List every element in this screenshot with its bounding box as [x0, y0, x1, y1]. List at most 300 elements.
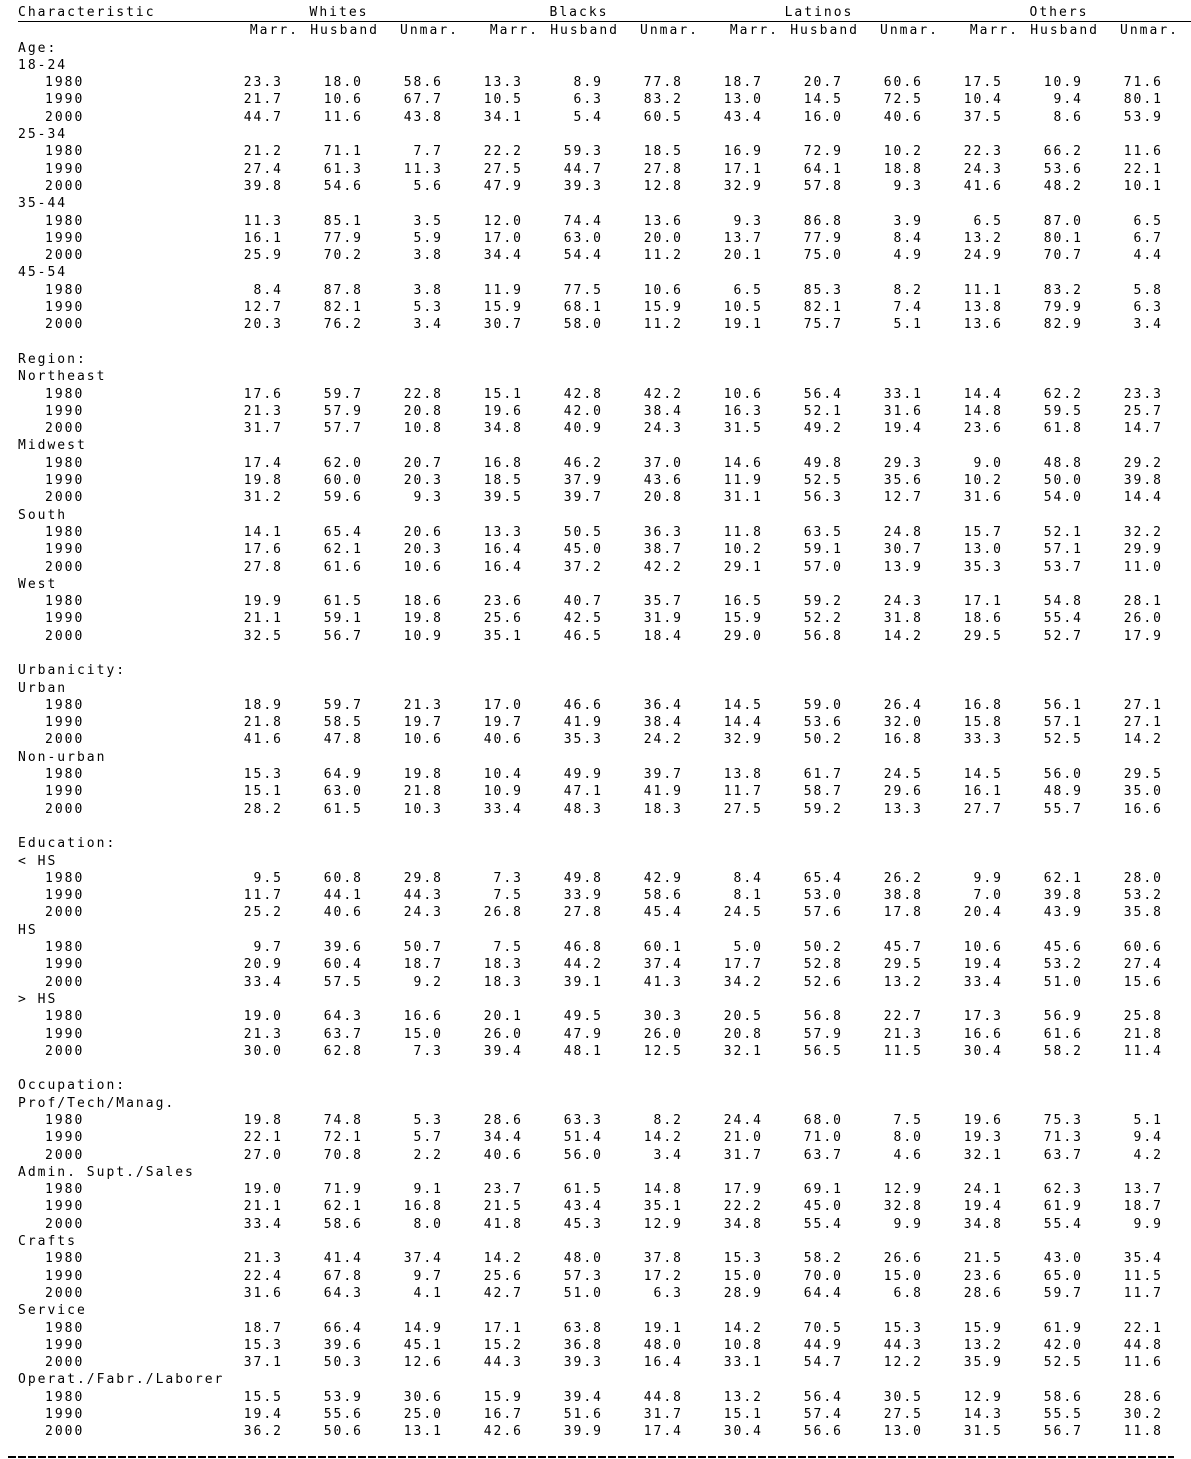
group-header-blacks: Blacks — [549, 5, 609, 20]
table-row — [18, 282, 1191, 299]
year-label: 1990 — [45, 542, 85, 558]
table-row — [18, 178, 1191, 195]
value-cell: 16.0 — [803, 109, 843, 125]
value-cell: 12.6 — [403, 1355, 443, 1371]
value-cell: 15.3 — [723, 1251, 763, 1267]
value-cell: 14.8 — [963, 403, 1003, 419]
table-row — [18, 1198, 1191, 1215]
value-cell: 14.4 — [963, 386, 1003, 402]
value-cell: 6.3 — [1133, 300, 1163, 316]
value-cell: 35.4 — [1123, 1251, 1163, 1267]
value-cell: 35.3 — [963, 559, 1003, 575]
value-cell: 63.5 — [803, 524, 843, 540]
value-cell: 39.3 — [563, 178, 603, 194]
year-label: 1980 — [45, 1320, 85, 1336]
value-cell: 62.1 — [1043, 870, 1083, 886]
value-cell: 31.5 — [723, 421, 763, 437]
value-cell: 45.3 — [563, 1216, 603, 1232]
table-row — [18, 472, 1191, 489]
value-cell: 16.8 — [883, 732, 923, 748]
year-label: 2000 — [45, 905, 85, 921]
value-cell: 42.0 — [563, 403, 603, 419]
value-cell: 26.8 — [483, 905, 523, 921]
value-cell: 10.5 — [483, 92, 523, 108]
value-cell: 13.6 — [643, 213, 683, 229]
year-label: 1990 — [45, 1130, 85, 1146]
value-cell: 18.4 — [643, 628, 683, 644]
value-cell: 56.0 — [1043, 767, 1083, 783]
value-cell: 10.4 — [483, 767, 523, 783]
value-cell: 19.8 — [403, 767, 443, 783]
value-cell: 30.6 — [403, 1389, 443, 1405]
value-cell: 11.8 — [1123, 1424, 1163, 1440]
value-cell: 87.0 — [1043, 213, 1083, 229]
value-cell: 72.9 — [803, 144, 843, 160]
value-cell: 56.1 — [1043, 697, 1083, 713]
value-cell: 6.5 — [1133, 213, 1163, 229]
value-cell: 17.9 — [1123, 628, 1163, 644]
value-cell: 14.8 — [643, 1182, 683, 1198]
section-title: Occupation: — [18, 1078, 127, 1094]
value-cell: 61.8 — [1043, 421, 1083, 437]
col-header-husband: Husband — [1030, 23, 1099, 39]
value-cell: 42.2 — [643, 559, 683, 575]
value-cell: 36.2 — [243, 1424, 283, 1440]
value-cell: 7.5 — [493, 888, 523, 904]
value-cell: 20.6 — [403, 524, 443, 540]
value-cell: 20.3 — [403, 542, 443, 558]
value-cell: 7.4 — [893, 300, 923, 316]
value-cell: 12.9 — [963, 1389, 1003, 1405]
value-cell: 50.5 — [563, 524, 603, 540]
value-cell: 24.5 — [883, 767, 923, 783]
value-cell: 61.5 — [323, 594, 363, 610]
value-cell: 10.6 — [723, 386, 763, 402]
spacer-row — [18, 645, 1191, 662]
value-cell: 41.9 — [563, 715, 603, 731]
value-cell: 10.1 — [1123, 178, 1163, 194]
value-cell: 17.2 — [643, 1268, 683, 1284]
group-header-latinos: Latinos — [784, 5, 854, 20]
value-cell: 17.5 — [963, 75, 1003, 91]
value-cell: 27.1 — [1123, 697, 1163, 713]
value-cell: 48.0 — [563, 1251, 603, 1267]
value-cell: 50.2 — [803, 940, 843, 956]
year-label: 1990 — [45, 611, 85, 627]
category-label: > HS — [18, 991, 58, 1007]
value-cell: 61.6 — [1043, 1026, 1083, 1042]
value-cell: 57.4 — [803, 1407, 843, 1423]
value-cell: 39.7 — [643, 767, 683, 783]
table-row — [18, 143, 1191, 160]
value-cell: 31.7 — [643, 1407, 683, 1423]
value-cell: 23.6 — [963, 1268, 1003, 1284]
value-cell: 15.1 — [483, 386, 523, 402]
value-cell: 29.5 — [1123, 767, 1163, 783]
value-cell: 75.7 — [803, 317, 843, 333]
value-cell: 12.2 — [883, 1355, 923, 1371]
value-cell: 46.5 — [563, 628, 603, 644]
category-label: Midwest — [18, 438, 87, 454]
value-cell: 72.5 — [883, 92, 923, 108]
value-cell: 57.7 — [323, 421, 363, 437]
category-label: West — [18, 576, 58, 592]
value-cell: 52.7 — [1043, 628, 1083, 644]
value-cell: 59.1 — [323, 611, 363, 627]
value-cell: 59.3 — [563, 144, 603, 160]
value-cell: 36.8 — [563, 1337, 603, 1353]
value-cell: 27.8 — [243, 559, 283, 575]
value-cell: 12.7 — [883, 490, 923, 506]
value-cell: 49.8 — [563, 870, 603, 886]
value-cell: 35.3 — [563, 732, 603, 748]
value-cell: 37.1 — [243, 1355, 283, 1371]
value-cell: 10.9 — [403, 628, 443, 644]
value-cell: 51.0 — [1043, 974, 1083, 990]
value-cell: 68.0 — [803, 1113, 843, 1128]
value-cell: 11.2 — [643, 248, 683, 264]
value-cell: 24.4 — [723, 1113, 763, 1128]
value-cell: 63.0 — [563, 230, 603, 246]
value-cell: 59.2 — [803, 801, 843, 817]
value-cell: 10.2 — [883, 144, 923, 160]
value-cell: 12.5 — [643, 1043, 683, 1059]
value-cell: 31.8 — [883, 611, 923, 627]
value-cell: 15.9 — [483, 1389, 523, 1405]
value-cell: 77.8 — [643, 75, 683, 91]
value-cell: 24.2 — [643, 732, 683, 748]
value-cell: 33.4 — [963, 974, 1003, 990]
value-cell: 17.8 — [883, 905, 923, 921]
value-cell: 19.4 — [963, 957, 1003, 973]
value-cell: 13.2 — [963, 1337, 1003, 1353]
value-cell: 10.6 — [643, 282, 683, 298]
value-cell: 15.0 — [723, 1268, 763, 1284]
value-cell: 27.7 — [963, 801, 1003, 817]
table-row — [18, 230, 1191, 247]
value-cell: 15.0 — [403, 1026, 443, 1042]
value-cell: 25.6 — [483, 611, 523, 627]
value-cell: 28.0 — [1123, 870, 1163, 886]
value-cell: 45.6 — [1043, 940, 1083, 956]
value-cell: 20.3 — [403, 473, 443, 489]
value-cell: 3.4 — [1133, 317, 1163, 333]
value-cell: 61.5 — [563, 1182, 603, 1198]
value-cell: 71.3 — [1043, 1130, 1083, 1146]
value-cell: 18.3 — [643, 801, 683, 817]
spacer-row — [18, 334, 1191, 351]
value-cell: 16.1 — [243, 230, 283, 246]
value-cell: 12.9 — [883, 1182, 923, 1198]
value-cell: 51.4 — [563, 1130, 603, 1146]
value-cell: 26.6 — [883, 1251, 923, 1267]
value-cell: 11.3 — [403, 161, 443, 177]
value-cell: 14.5 — [963, 767, 1003, 783]
value-cell: 39.4 — [563, 1389, 603, 1405]
value-cell: 21.7 — [243, 92, 283, 108]
value-cell: 18.6 — [963, 611, 1003, 627]
value-cell: 25.9 — [243, 248, 283, 264]
value-cell: 39.6 — [323, 1337, 363, 1353]
category-label: < HS — [18, 853, 58, 869]
year-label: 1990 — [45, 784, 85, 800]
table-body — [18, 40, 1191, 1441]
table-row — [18, 489, 1191, 506]
value-cell: 71.9 — [323, 1182, 363, 1198]
table-row — [18, 1026, 1191, 1043]
value-cell: 58.5 — [323, 715, 363, 731]
value-cell: 16.6 — [1123, 801, 1163, 817]
value-cell: 19.0 — [243, 1009, 283, 1025]
value-cell: 58.6 — [323, 1216, 363, 1232]
value-cell: 23.3 — [243, 75, 283, 91]
table-row — [18, 731, 1191, 748]
value-cell: 20.8 — [403, 403, 443, 419]
year-label: 1980 — [45, 282, 85, 298]
table-row — [18, 593, 1191, 610]
value-cell: 49.5 — [563, 1009, 603, 1025]
value-cell: 47.1 — [563, 784, 603, 800]
year-label: 1980 — [45, 524, 85, 540]
value-cell: 58.6 — [1043, 1389, 1083, 1405]
value-cell: 67.8 — [323, 1268, 363, 1284]
value-cell: 28.6 — [483, 1113, 523, 1128]
value-cell: 11.7 — [243, 888, 283, 904]
value-cell: 28.6 — [963, 1285, 1003, 1301]
year-label: 2000 — [45, 732, 85, 748]
value-cell: 14.6 — [723, 455, 763, 471]
value-cell: 47.9 — [563, 1026, 603, 1042]
value-cell: 35.6 — [883, 473, 923, 489]
value-cell: 11.1 — [963, 282, 1003, 298]
value-cell: 80.1 — [1123, 92, 1163, 108]
value-cell: 70.5 — [803, 1320, 843, 1336]
value-cell: 9.1 — [413, 1182, 443, 1198]
value-cell: 10.9 — [1043, 75, 1083, 91]
value-cell: 49.2 — [803, 421, 843, 437]
year-label: 1980 — [45, 870, 85, 886]
value-cell: 11.0 — [1123, 559, 1163, 575]
value-cell: 52.2 — [803, 611, 843, 627]
category-label: HS — [18, 922, 38, 938]
value-cell: 29.2 — [1123, 455, 1163, 471]
value-cell: 52.6 — [803, 974, 843, 990]
value-cell: 43.8 — [403, 109, 443, 125]
year-label: 1990 — [45, 230, 85, 246]
col-header-unmar: Unmar. — [640, 23, 699, 39]
value-cell: 14.2 — [723, 1320, 763, 1336]
value-cell: 29.6 — [883, 784, 923, 800]
value-cell: 55.6 — [323, 1407, 363, 1423]
value-cell: 17.1 — [963, 594, 1003, 610]
value-cell: 22.8 — [403, 386, 443, 402]
value-cell: 61.9 — [1043, 1320, 1083, 1336]
table-row — [18, 1268, 1191, 1285]
value-cell: 6.5 — [733, 282, 763, 298]
col-header-husband: Husband — [790, 23, 859, 39]
value-cell: 5.8 — [1133, 282, 1163, 298]
col-header-marr: Marr. — [969, 23, 1019, 39]
value-cell: 77.9 — [803, 230, 843, 246]
value-cell: 16.4 — [643, 1355, 683, 1371]
value-cell: 8.2 — [653, 1113, 683, 1128]
value-cell: 64.4 — [803, 1285, 843, 1301]
value-cell: 15.9 — [723, 611, 763, 627]
value-cell: 20.8 — [723, 1026, 763, 1042]
year-label: 1980 — [45, 1113, 85, 1128]
value-cell: 15.8 — [963, 715, 1003, 731]
value-cell: 55.7 — [1043, 801, 1083, 817]
value-cell: 24.1 — [963, 1182, 1003, 1198]
value-cell: 2.2 — [413, 1147, 443, 1163]
value-cell: 5.7 — [413, 1130, 443, 1146]
value-cell: 12.8 — [643, 178, 683, 194]
value-cell: 46.6 — [563, 697, 603, 713]
value-cell: 48.0 — [643, 1337, 683, 1353]
value-cell: 32.2 — [1123, 524, 1163, 540]
value-cell: 16.7 — [483, 1407, 523, 1423]
value-cell: 6.3 — [653, 1285, 683, 1301]
value-cell: 43.0 — [1043, 1251, 1083, 1267]
table-row — [18, 213, 1191, 230]
value-cell: 21.8 — [243, 715, 283, 731]
value-cell: 54.7 — [803, 1355, 843, 1371]
value-cell: 55.4 — [1043, 611, 1083, 627]
value-cell: 30.5 — [883, 1389, 923, 1405]
value-cell: 86.8 — [803, 213, 843, 229]
value-cell: 34.4 — [483, 248, 523, 264]
value-cell: 42.0 — [1043, 1337, 1083, 1353]
value-cell: 20.9 — [243, 957, 283, 973]
value-cell: 61.5 — [323, 801, 363, 817]
value-cell: 16.8 — [483, 455, 523, 471]
year-label: 2000 — [45, 1285, 85, 1301]
year-label: 2000 — [45, 317, 85, 333]
value-cell: 12.7 — [243, 300, 283, 316]
value-cell: 45.0 — [803, 1199, 843, 1215]
year-label: 1990 — [45, 1407, 85, 1423]
value-cell: 31.6 — [243, 1285, 283, 1301]
year-label: 1980 — [45, 1251, 85, 1267]
value-cell: 21.3 — [243, 403, 283, 419]
bottom-rule — [8, 1456, 1174, 1458]
value-cell: 17.6 — [243, 542, 283, 558]
value-cell: 40.6 — [323, 905, 363, 921]
value-cell: 13.0 — [963, 542, 1003, 558]
value-cell: 17.9 — [723, 1182, 763, 1198]
value-cell: 59.5 — [1043, 403, 1083, 419]
value-cell: 39.3 — [563, 1355, 603, 1371]
value-cell: 10.2 — [963, 473, 1003, 489]
value-cell: 54.6 — [323, 178, 363, 194]
value-cell: 8.0 — [413, 1216, 443, 1232]
year-label: 2000 — [45, 421, 85, 437]
value-cell: 53.9 — [1123, 109, 1163, 125]
value-cell: 15.5 — [243, 1389, 283, 1405]
value-cell: 22.3 — [963, 144, 1003, 160]
value-cell: 21.5 — [963, 1251, 1003, 1267]
value-cell: 45.4 — [643, 905, 683, 921]
value-cell: 50.0 — [1043, 473, 1083, 489]
category-label: Non-urban — [18, 749, 107, 765]
value-cell: 29.9 — [1123, 542, 1163, 558]
value-cell: 13.1 — [403, 1424, 443, 1440]
value-cell: 59.1 — [803, 542, 843, 558]
year-label: 1980 — [45, 1009, 85, 1025]
value-cell: 30.7 — [483, 317, 523, 333]
value-cell: 18.7 — [243, 1320, 283, 1336]
year-label: 2000 — [45, 248, 85, 264]
table-row — [18, 386, 1191, 403]
value-cell: 50.6 — [323, 1424, 363, 1440]
value-cell: 24.3 — [643, 421, 683, 437]
value-cell: 64.3 — [323, 1285, 363, 1301]
value-cell: 19.6 — [963, 1113, 1003, 1128]
group-header-others: Others — [1029, 5, 1089, 20]
value-cell: 52.5 — [1043, 1355, 1083, 1371]
value-cell: 53.2 — [1043, 957, 1083, 973]
value-cell: 19.9 — [243, 594, 283, 610]
value-cell: 37.2 — [563, 559, 603, 575]
value-cell: 19.3 — [963, 1130, 1003, 1146]
value-cell: 43.4 — [563, 1199, 603, 1215]
value-cell: 53.0 — [803, 888, 843, 904]
year-label: 1980 — [45, 1182, 85, 1198]
value-cell: 22.1 — [1123, 161, 1163, 177]
value-cell: 13.3 — [883, 801, 923, 817]
value-cell: 5.3 — [413, 300, 443, 316]
section-title: Age: — [18, 40, 58, 56]
value-cell: 5.9 — [413, 230, 443, 246]
value-cell: 56.7 — [1043, 1424, 1083, 1440]
year-label: 1980 — [45, 594, 85, 610]
category-label: 45-54 — [18, 265, 68, 281]
value-cell: 16.6 — [963, 1026, 1003, 1042]
value-cell: 33.4 — [483, 801, 523, 817]
value-cell: 39.5 — [483, 490, 523, 506]
value-cell: 20.7 — [403, 455, 443, 471]
value-cell: 9.4 — [1133, 1130, 1163, 1146]
value-cell: 10.2 — [723, 542, 763, 558]
value-cell: 14.2 — [883, 628, 923, 644]
value-cell: 30.0 — [243, 1043, 283, 1059]
year-label: 1990 — [45, 473, 85, 489]
value-cell: 48.2 — [1043, 178, 1083, 194]
value-cell: 27.5 — [883, 1407, 923, 1423]
value-cell: 33.4 — [243, 1216, 283, 1232]
value-cell: 39.6 — [323, 940, 363, 956]
value-cell: 64.9 — [323, 767, 363, 783]
value-cell: 13.3 — [483, 524, 523, 540]
value-cell: 75.3 — [1043, 1113, 1083, 1128]
value-cell: 56.7 — [323, 628, 363, 644]
value-cell: 48.3 — [563, 801, 603, 817]
value-cell: 24.3 — [403, 905, 443, 921]
value-cell: 55.4 — [803, 1216, 843, 1232]
value-cell: 8.0 — [893, 1130, 923, 1146]
value-cell: 15.0 — [883, 1268, 923, 1284]
value-cell: 40.6 — [483, 1147, 523, 1163]
value-cell: 58.0 — [563, 317, 603, 333]
value-cell: 59.7 — [323, 386, 363, 402]
value-cell: 48.1 — [563, 1043, 603, 1059]
value-cell: 31.6 — [963, 490, 1003, 506]
value-cell: 13.3 — [483, 75, 523, 91]
value-cell: 13.2 — [883, 974, 923, 990]
value-cell: 21.3 — [883, 1026, 923, 1042]
value-cell: 25.7 — [1123, 403, 1163, 419]
value-cell: 62.8 — [323, 1043, 363, 1059]
